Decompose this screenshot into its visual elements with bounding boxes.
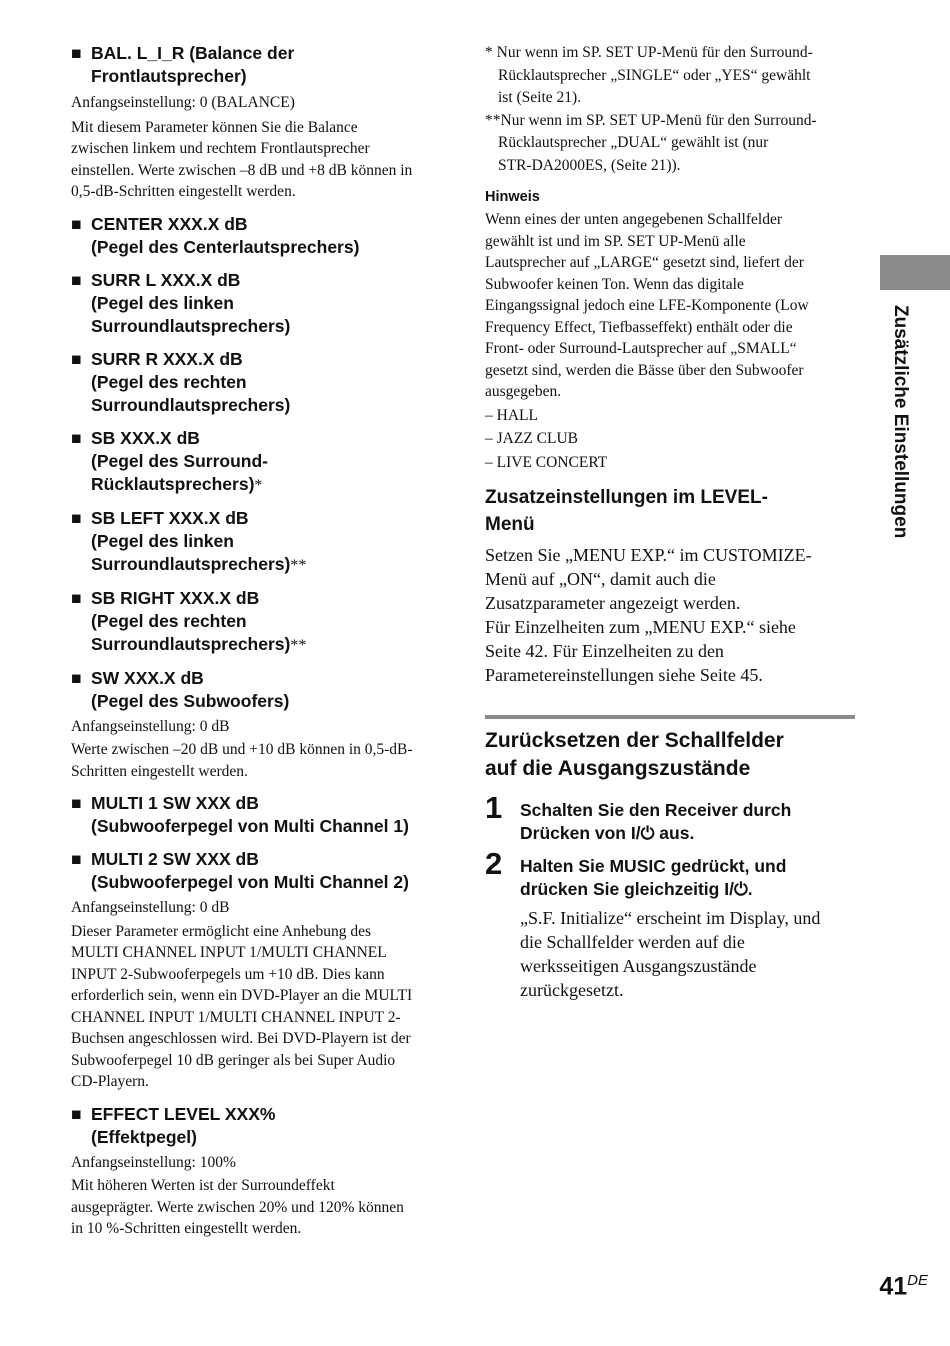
heading-multi2: ■ MULTI 2 SW XXX dB (Subwooferpegel von Multi Channel 2): [71, 849, 409, 892]
right-column: [485, 42, 855, 1002]
desc-effect: Mit höheren Werten ist der Surroundeffekt ausgeprägter. Werte zwischen 20% und 120% können in 10 %-Schritten eingestellt werden.: [71, 1177, 404, 1237]
section-heading-level-menu: Zusatzeinstellungen im LEVEL- Menü: [485, 487, 768, 535]
init-balance: Anfangseinstellung: 0 (BALANCE): [71, 94, 295, 111]
left-column: [71, 42, 441, 1240]
heading-surr-l: ■ SURR L XXX.X dB (Pegel des linken Surroundlautsprechers): [71, 269, 291, 336]
list-item: – HALL: [485, 406, 538, 424]
footnote-mark: *: [254, 476, 263, 494]
list-item: – LIVE CONCERT: [485, 453, 608, 471]
footnote-mark: **: [290, 636, 307, 654]
step-2: 2 Halten Sie MUSIC gedrückt, und drücken Sie gleichzeitig I/⏻.: [485, 846, 787, 899]
list-item: – JAZZ CLUB: [485, 430, 578, 447]
side-label: Zusätzliche Einstellungen: [890, 305, 911, 539]
heading-center: ■ CENTER XXX.X dB (Pegel des Centerlautsprechers): [71, 213, 360, 257]
desc-multi2: Dieser Parameter ermöglicht eine Anhebung des MULTI CHANNEL INPUT 1/MULTI CHANNEL INPUT 2-Subwooferpegels um +10 dB. Dies kann erforderlich sein, wenn ein DVD-Player an die MULTI CHANNEL INPUT 1/MULTI CHANNEL INPUT 2- Buchsen angeschlossen wird. Bei DVD-Playern ist der Subwooferpegel 10 dB geringer als bei Super Audio CD-Playern.: [71, 922, 413, 1090]
heading-sb-left: ■ SB LEFT XXX.X dB (Pegel des linken Surroundlautsprechers)**: [71, 507, 307, 574]
step-1: 1 Schalten Sie den Receiver durch Drücken von I/⏻ aus.: [485, 790, 792, 843]
step-2-result: „S.F. Initialize“ erscheint im Display, und die Schallfelder werden auf die werksseitigen Ausgangszustände zurückgesetzt.: [520, 908, 821, 1000]
section-heading-reset: Zurücksetzen der Schallfelder auf die Ausgangszustände: [485, 729, 784, 780]
desc-balance: Mit diesem Parameter können Sie die Balance zwischen linkem und rechtem Frontlautsprecher einstellen. Werte zwischen –8 dB und +8 dB können in 0,5-dB-Schritten eingestellt werden.: [71, 118, 413, 200]
footnote-single: * Nur wenn im SP. SET UP-Menü für den Surround- Rücklautsprecher „SINGLE“ oder „YES“ gewählt ist (Seite 21).: [485, 44, 813, 106]
heading-sb-right: ■ SB RIGHT XXX.X dB (Pegel des rechten Surroundlautsprechers)**: [71, 587, 307, 654]
footnote-dual: **Nur wenn im SP. SET UP-Menü für den Surround- Rücklautsprecher „DUAL“ gewählt ist (nur STR-DA2000ES, (Seite 21)).: [485, 111, 817, 174]
footnote-mark: **: [290, 556, 307, 574]
heading-balance: ■ BAL. L_I_R (Balance der Frontlautsprecher): [71, 43, 295, 86]
level-menu-text: Setzen Sie „MENU EXP.“ im CUSTOMIZE- Menü auf „ON“, damit auch die Zusatzparameter angezeigt werden. Für Einzelheiten zum „MENU EXP.“ siehe Seite 42. Für Einzelheiten zu den Parametereinstellungen siehe Seite 45.: [485, 545, 812, 685]
desc-sw: Werte zwischen –20 dB und +10 dB können in 0,5-dB- Schritten eingestellt werden.: [71, 741, 413, 780]
language-code: DE: [907, 1272, 928, 1289]
heading-surr-r: ■ SURR R XXX.X dB (Pegel des rechten Surroundlautsprechers): [71, 348, 291, 415]
note-text: Wenn eines der unten angegebenen Schallfelder gewählt ist und im SP. SET UP-Menü alle Lautsprecher auf „LARGE“ gesetzt sind, liefert der Subwoofer keinen Ton. Wenn das digitale Eingangssignal jedoch eine LFE-Komponente (Low Frequency Effect, Tiefbasseffekt) enthält oder die Front- oder Surround-Lautsprecher auf „SMALL“ gesetzt sind, werden die Bässe über den Subwoofer ausgegeben.: [485, 211, 809, 400]
note-title: Hinweis: [485, 189, 540, 205]
sound-field-list: [485, 404, 855, 475]
init-multi2: Anfangseinstellung: 0 dB: [71, 899, 230, 916]
step-number: 2: [485, 846, 503, 881]
heading-multi1: ■ MULTI 1 SW XXX dB (Subwooferpegel von Multi Channel 1): [71, 793, 409, 836]
heading-sb: ■ SB XXX.X dB (Pegel des Surround- Rücklautsprechers)*: [71, 427, 268, 494]
section-tab: [880, 255, 950, 290]
page-number: 41DE: [879, 1272, 928, 1301]
heading-effect: ■ EFFECT LEVEL XXX% (Effektpegel): [71, 1103, 276, 1147]
init-effect: Anfangseinstellung: 100%: [71, 1153, 236, 1171]
step-number: 1: [485, 790, 503, 825]
init-sw: Anfangseinstellung: 0 dB: [71, 717, 230, 735]
section-divider: [485, 715, 855, 719]
heading-sw: ■ SW XXX.X dB (Pegel des Subwoofers): [71, 667, 290, 711]
